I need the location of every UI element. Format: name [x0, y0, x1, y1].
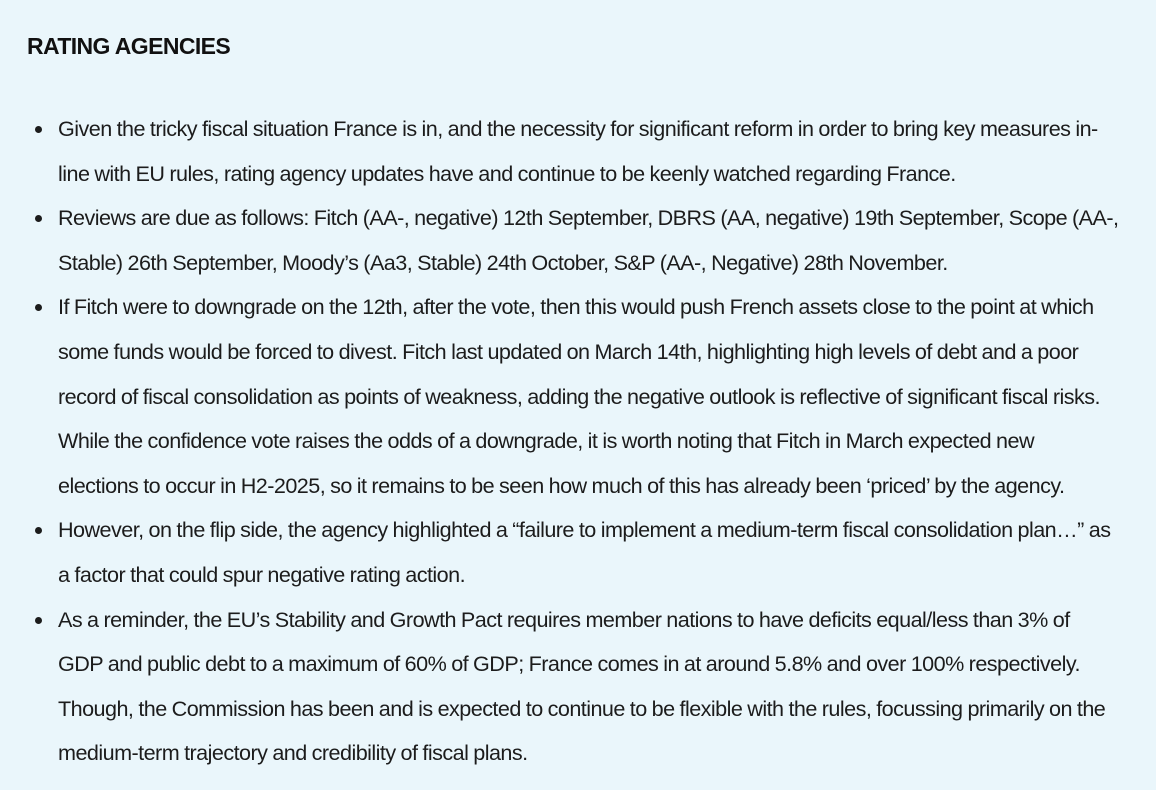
- bullet-line: GDP and public debt to a maximum of 60% of GDP; France comes in at around 5.8% and over 100% respectively.: [58, 651, 1080, 677]
- bullet-line: record of fiscal consolidation as points of weakness, adding the negative outlook is reflective of significant fiscal risks.: [58, 383, 1100, 409]
- bullet-line: Stable) 26th September, Moody’s (Aa3, Stable) 24th October, S&P (AA-, Negative) 28th November.: [58, 249, 948, 275]
- bullet-dot-icon: [35, 304, 42, 311]
- bullet-line: a factor that could spur negative rating action.: [58, 561, 466, 587]
- bullet-line: medium-term trajectory and credibility of fiscal plans.: [58, 740, 528, 766]
- bullet-line: line with EU rules, rating agency updates have and continue to be keenly watched regarding France.: [58, 160, 956, 186]
- bullet-line: As a reminder, the EU’s Stability and Growth Pact requires member nations to have deficits equal/less than 3% of: [58, 606, 1070, 632]
- bullet-item-fiscal-situation: [30, 107, 1138, 196]
- bullet-line: Given the tricky fiscal situation France is in, and the necessity for significant reform in order to bring key measures in-: [58, 116, 1098, 141]
- section-title: RATING AGENCIES: [27, 33, 231, 59]
- bullet-dot-icon: [35, 617, 42, 624]
- bullet-line: Though, the Commission has been and is expected to continue to be flexible with the rules, focussing primarily on the: [58, 695, 1106, 721]
- bullet-dot-icon: [35, 215, 42, 222]
- bullet-line: some funds would be forced to divest. Fitch last updated on March 14th, highlighting high levels of debt and a poor: [58, 338, 1079, 364]
- bullet-item-review-schedule: [30, 196, 1138, 285]
- bullet-line: If Fitch were to downgrade on the 12th, after the vote, then this would push French assets close to the point at which: [58, 294, 1094, 320]
- bullet-item-fitch-downgrade: [30, 285, 1138, 508]
- bullet-line: Reviews are due as follows: Fitch (AA-, negative) 12th September, DBRS (AA, negative) 19th September, Scope (AA-,: [58, 205, 1119, 231]
- bullet-item-flip-side: [30, 508, 1138, 597]
- bullet-item-stability-pact: [30, 598, 1138, 776]
- bullet-dot-icon: [35, 126, 42, 133]
- bullet-list: [30, 107, 1138, 776]
- bullet-line: While the confidence vote raises the odds of a downgrade, it is worth noting that Fitch in March expected new: [58, 428, 1035, 454]
- right-margin-strip: [1156, 0, 1166, 790]
- bullet-line: However, on the flip side, the agency highlighted a “failure to implement a medium-term fiscal consolidation plan…” as: [58, 517, 1111, 543]
- bullet-line: elections to occur in H2-2025, so it remains to be seen how much of this has already been ‘priced’ by the agency.: [58, 472, 1065, 498]
- bullet-dot-icon: [35, 527, 42, 534]
